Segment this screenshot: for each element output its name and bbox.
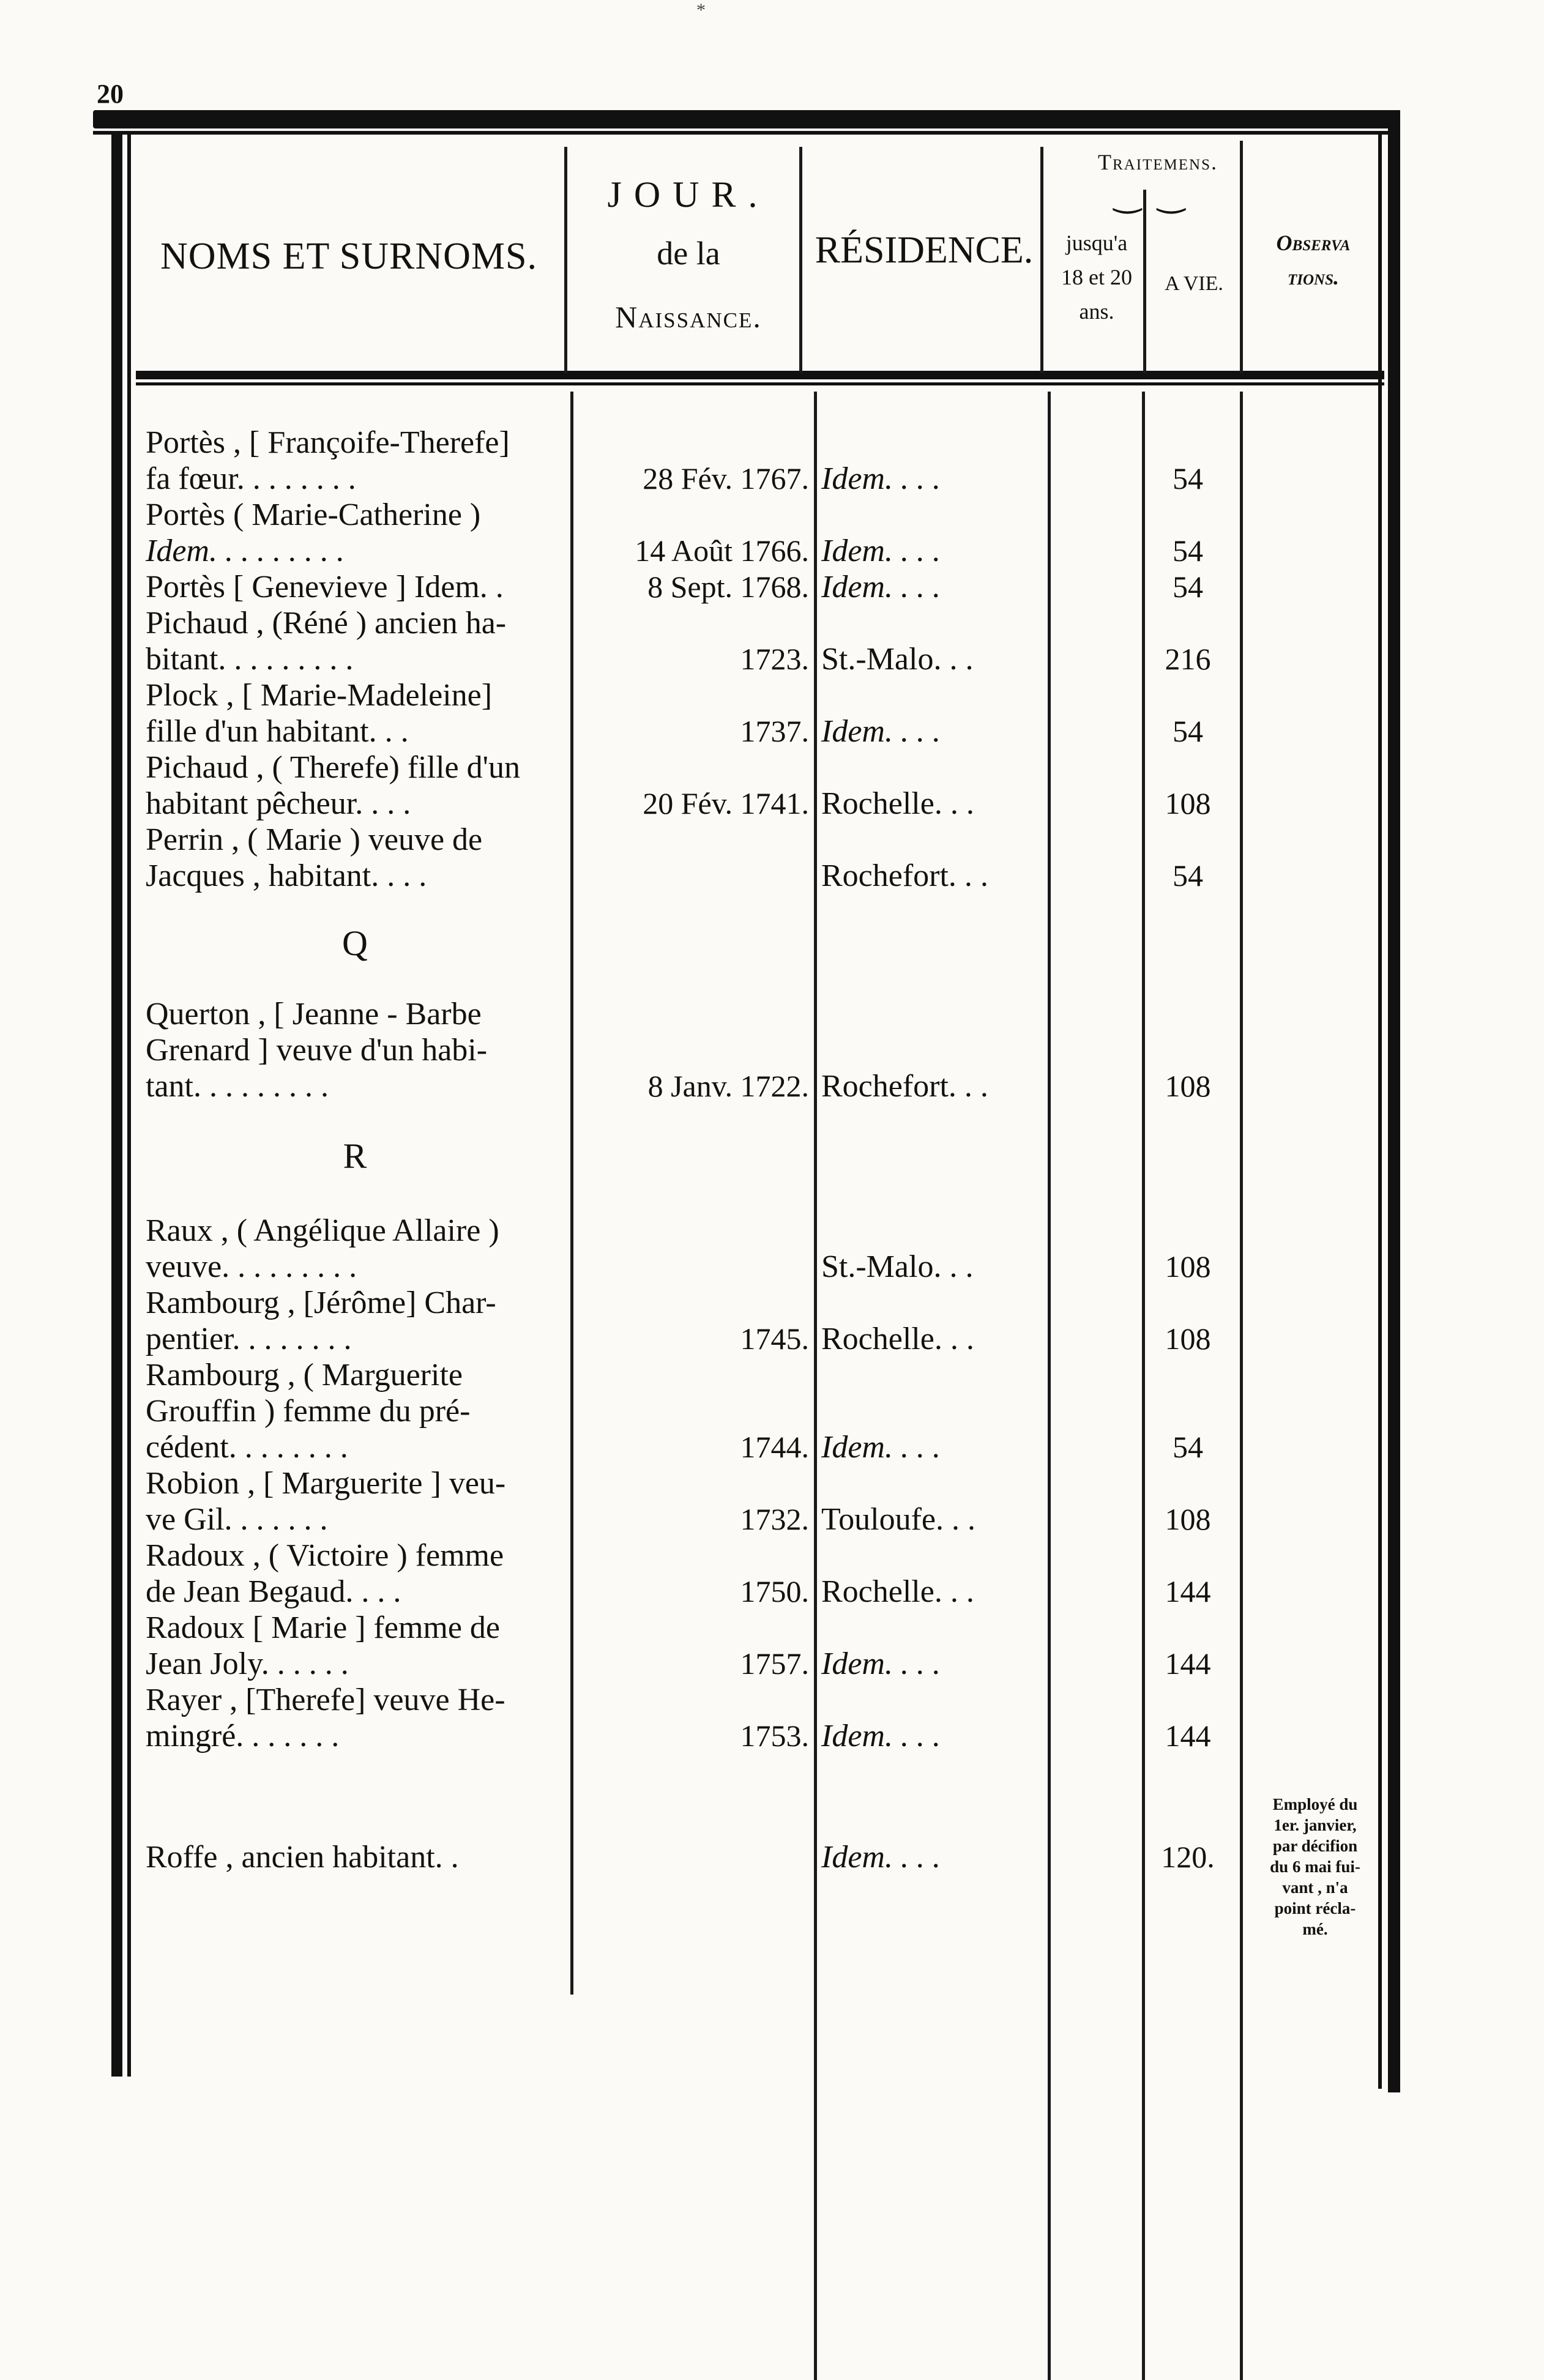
header-residence: RÉSIDENCE. bbox=[815, 229, 1034, 271]
header-observ-line2: tions. bbox=[1287, 264, 1339, 289]
entry-residence: Rochefort. . . bbox=[821, 858, 988, 893]
top-thin-rule bbox=[93, 131, 1398, 135]
entry-date: 1750. bbox=[740, 1574, 809, 1608]
header-jusqu-line2: 18 et 20 bbox=[1061, 264, 1132, 289]
entry-residence: Idem. . . . bbox=[821, 461, 941, 496]
entry-name bbox=[146, 677, 568, 749]
entry-residence: Idem. . . . bbox=[821, 1430, 941, 1465]
entry-name bbox=[146, 425, 568, 497]
entry-residence: Rochelle. . . bbox=[821, 1322, 974, 1356]
column-divider bbox=[1048, 392, 1051, 2380]
entry-amount: 108 bbox=[1165, 1502, 1211, 1536]
entry-name-line: veuve. . . . . . . . . bbox=[146, 1249, 357, 1284]
section-letter: Q bbox=[342, 923, 368, 963]
entry-amount: 144 bbox=[1165, 1646, 1211, 1681]
entry-name-line: Perrin , ( Marie ) veuve de bbox=[146, 822, 483, 857]
entry-name bbox=[146, 497, 568, 569]
entry-amount: 216 bbox=[1165, 642, 1211, 676]
entry-name bbox=[146, 822, 568, 894]
header-observ-line1: Observa bbox=[1276, 231, 1351, 255]
entry-name-line: de Jean Begaud. . . . bbox=[146, 1574, 401, 1609]
entry-name bbox=[146, 1465, 568, 1538]
entry-amount: 144 bbox=[1165, 1719, 1211, 1753]
entry-residence: Rochefort. . . bbox=[821, 1069, 988, 1104]
header-jusqu bbox=[1048, 226, 1146, 329]
header-naissance: Naissance. bbox=[615, 300, 762, 334]
entry-name-line: fille d'un habitant. . . bbox=[146, 714, 409, 749]
entry-residence: Rochelle. . . bbox=[821, 1574, 974, 1609]
entry-name-line: mingré. . . . . . . bbox=[146, 1719, 340, 1753]
entry-amount: 54 bbox=[1173, 714, 1203, 748]
left-border-thin bbox=[127, 131, 131, 2077]
entry-amount: 54 bbox=[1173, 534, 1203, 568]
page-number: 20 bbox=[97, 79, 124, 109]
entry-name bbox=[146, 1357, 568, 1465]
entry-name-line: Rayer , [Therefe] veuve He- bbox=[146, 1683, 505, 1717]
entry-name-line: Rambourg , [Jérôme] Char- bbox=[146, 1285, 496, 1320]
right-border-thick bbox=[1388, 110, 1400, 2092]
entry-name-line: Jacques , habitant. . . . bbox=[146, 858, 427, 893]
entry-date: 1744. bbox=[740, 1430, 809, 1464]
entry-date: 14 Août 1766. bbox=[635, 534, 809, 568]
entry-amount: 108 bbox=[1165, 1322, 1211, 1356]
entry-date: 1732. bbox=[740, 1502, 809, 1536]
column-divider bbox=[1040, 147, 1043, 373]
entry-name bbox=[146, 1610, 568, 1682]
entry-name-line: Jean Joly. . . . . . bbox=[146, 1646, 349, 1681]
entry-amount: 54 bbox=[1173, 858, 1203, 893]
column-divider bbox=[564, 147, 567, 373]
entry-name-line: fa fœur. . . . . . . . bbox=[146, 461, 356, 496]
entry-name-line: Robion , [ Marguerite ] veu- bbox=[146, 1466, 506, 1501]
entry-amount: 108 bbox=[1165, 1069, 1211, 1103]
entry-name-line: Querton , [ Jeanne - Barbe bbox=[146, 997, 482, 1032]
entry-name bbox=[146, 749, 568, 822]
entry-amount: 108 bbox=[1165, 786, 1211, 820]
entry-date: 28 Fév. 1767. bbox=[643, 461, 809, 496]
header-thick-rule bbox=[136, 371, 1384, 379]
column-divider bbox=[570, 392, 573, 1995]
column-divider bbox=[814, 392, 817, 2380]
entry-name bbox=[146, 1213, 568, 1285]
entry-name bbox=[146, 1682, 568, 1754]
entry-residence: Idem. . . . bbox=[821, 570, 941, 604]
header-observations bbox=[1246, 226, 1381, 295]
entry-date: 1753. bbox=[740, 1719, 809, 1753]
entry-name-line: Portès ( Marie-Catherine ) bbox=[146, 497, 481, 532]
entry-amount: 144 bbox=[1165, 1574, 1211, 1608]
entry-residence: Idem. . . . bbox=[821, 714, 941, 749]
top-thick-rule bbox=[93, 110, 1398, 128]
entry-name-line: Raux , ( Angélique Allaire ) bbox=[146, 1213, 499, 1248]
entry-name-line: cédent. . . . . . . . bbox=[146, 1430, 348, 1465]
entry-amount: 54 bbox=[1173, 461, 1203, 496]
header-names: NOMS ET SURNOMS. bbox=[160, 236, 538, 277]
entry-name bbox=[146, 1285, 568, 1357]
entry-name: Roffe , ancien habitant. . bbox=[146, 1840, 459, 1875]
entry-name-line: Radoux [ Marie ] femme de bbox=[146, 1610, 501, 1645]
top-ornament: * bbox=[696, 0, 706, 20]
entry-name bbox=[146, 605, 568, 677]
entry-residence: Idem. . . . bbox=[821, 1646, 941, 1681]
entry-name-line: tant. . . . . . . . . bbox=[146, 1069, 329, 1104]
entry-residence: Rochelle. . . bbox=[821, 786, 974, 821]
entry-amount: 120. bbox=[1161, 1840, 1215, 1874]
entry-name bbox=[146, 1538, 568, 1610]
entry-name-line: Idem. . . . . . . . . bbox=[146, 534, 345, 568]
header-thin-rule bbox=[136, 382, 1384, 385]
entry-name-line: pentier. . . . . . . . bbox=[146, 1322, 352, 1356]
entry-name-line: Portès , [ Françoife-Therefe] bbox=[146, 425, 510, 460]
entry-residence: Idem. . . . bbox=[821, 1719, 941, 1753]
entry-amount: 54 bbox=[1173, 570, 1203, 604]
entry-name-line: Pichaud , (Réné ) ancien ha- bbox=[146, 606, 507, 641]
entry-date: 1745. bbox=[740, 1322, 809, 1356]
entry-amount: 54 bbox=[1173, 1430, 1203, 1464]
entry-date: 20 Fév. 1741. bbox=[643, 786, 809, 820]
entry-date: 1723. bbox=[740, 642, 809, 676]
entry-name-line: Rambourg , ( Marguerite bbox=[146, 1358, 463, 1393]
entry-date: 1757. bbox=[740, 1646, 809, 1681]
entry-name bbox=[146, 996, 568, 1104]
entry-date: 8 Sept. 1768. bbox=[647, 570, 809, 604]
entry-residence: Idem. . . . bbox=[821, 1840, 941, 1875]
entry-name-line: Plock , [ Marie-Madeleine] bbox=[146, 678, 493, 713]
header-jusqu-line3: ans. bbox=[1079, 299, 1114, 324]
entry-name-line: habitant pêcheur. . . . bbox=[146, 786, 411, 821]
entry-name: Portès [ Genevieve ] Idem. . bbox=[146, 570, 504, 604]
section-letter: R bbox=[343, 1136, 367, 1176]
column-divider bbox=[1142, 392, 1145, 2380]
header-traitemens: Traitemens. bbox=[1097, 150, 1218, 174]
entry-name-line: Grenard ] veuve d'un habi- bbox=[146, 1033, 488, 1068]
entry-residence: Touloufe. . . bbox=[821, 1502, 975, 1537]
entry-name-line: Grouffin ) femme du pré- bbox=[146, 1394, 471, 1429]
header-jour: JOUR. bbox=[607, 174, 770, 215]
entry-name-line: bitant. . . . . . . . . bbox=[146, 642, 354, 677]
observation-note: Employé du 1er. janvier, par décifion du 6 mai fui- vant , n'a point récla- mé. bbox=[1270, 1795, 1360, 1938]
entry-name-line: Radoux , ( Victoire ) femme bbox=[146, 1538, 504, 1573]
entry-residence: St.-Malo. . . bbox=[821, 1249, 974, 1284]
header-jusqu-line1: jusqu'a bbox=[1065, 231, 1128, 255]
entry-residence: Idem. . . . bbox=[821, 534, 941, 568]
header-a-vie: A VIE. bbox=[1165, 272, 1223, 295]
left-border-thick bbox=[111, 131, 122, 2077]
entry-amount: 108 bbox=[1165, 1249, 1211, 1284]
entry-name-line: ve Gil. . . . . . . bbox=[146, 1502, 328, 1537]
entry-date: 8 Janv. 1722. bbox=[647, 1069, 809, 1103]
header-brace-glyph: ‿‿ bbox=[1114, 177, 1202, 214]
header-de-la: de la bbox=[657, 235, 720, 272]
entry-date: 1737. bbox=[740, 714, 809, 748]
column-divider bbox=[1240, 392, 1243, 2380]
entry-residence: St.-Malo. . . bbox=[821, 642, 974, 677]
entry-name-line: Pichaud , ( Therefe) fille d'un bbox=[146, 750, 520, 785]
